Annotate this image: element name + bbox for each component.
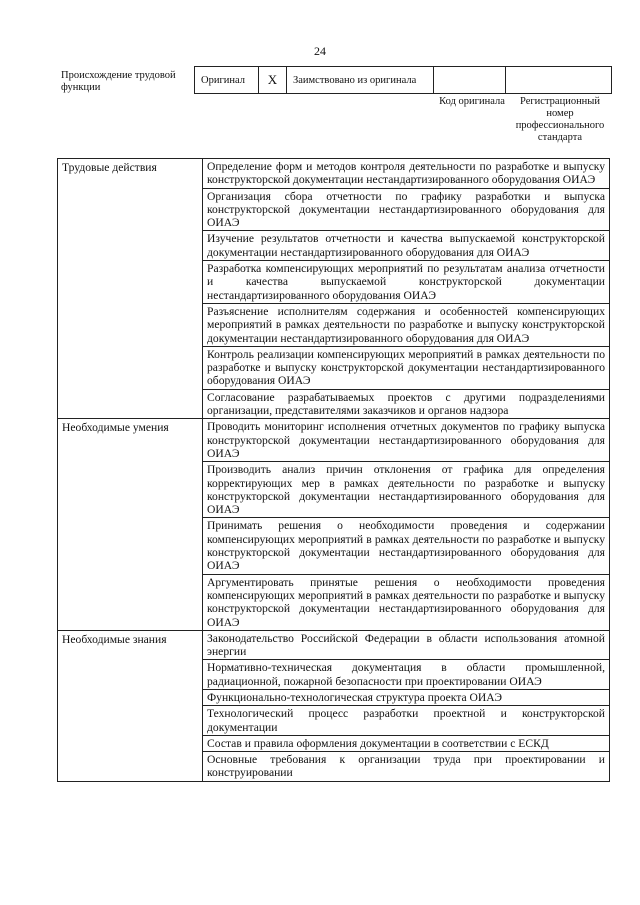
- section-title: Необходимые знания: [58, 630, 203, 781]
- table-cell: Согласование разрабатываемых проектов с другими подразделениями организации, представителями заказчиков и органов надзора: [203, 389, 610, 419]
- table-cell: Контроль реализации компенсирующих мероприятий в рамках деятельности по разработке и выпуску конструкторской документации нестандартизированного оборудования ОИАЭ: [203, 346, 610, 389]
- table-cell: Основные требования к организации труда при проектировании и конструировании: [203, 752, 610, 782]
- table-cell: Нормативно-техническая документация в области промышленной, радиационной, пожарной безопасности при проектировании ОИАЭ: [203, 660, 610, 690]
- origin-borrowed: Заимствовано из оригинала: [287, 67, 434, 93]
- origin-mark: X: [259, 67, 287, 93]
- table-cell: Функционально-технологическая структура проекта ОИАЭ: [203, 689, 610, 705]
- table-cell: Производить анализ причин отклонения от графика для определения корректирующих мер в рамках деятельности по разработке и выпуску конструкторской документации нестандартизированного оборудования для ОИАЭ: [203, 462, 610, 518]
- origin-label: Происхождение трудовой функции: [61, 70, 176, 93]
- table-cell: Определение форм и методов контроля деятельности по разработке и выпуску конструкторской документации нестандартизированного оборудования ОИАЭ: [203, 159, 610, 189]
- table-cell: Проводить мониторинг исполнения отчетных документов по графику выпуска конструкторской документации нестандартизированного оборудования для ОИАЭ: [203, 419, 610, 462]
- table-row: [58, 630, 610, 660]
- origin-code-cell: [434, 67, 506, 93]
- table-cell: Принимать решения о необходимости проведения и содержании компенсирующих мероприятий в рамках деятельности по разработке и выпуску конструкторской документации нестандартизированного оборудования для ОИАЭ: [203, 518, 610, 574]
- table-cell: Аргументировать принятые решения о необходимости проведения компенсирующих мероприятий в рамках деятельности по разработке и выпуску конструкторской документации нестандартизированного оборудования для ОИАЭ: [203, 574, 610, 630]
- section-title: Необходимые умения: [58, 419, 203, 630]
- origin-reg-cell: [506, 67, 611, 93]
- origin-box: [194, 66, 612, 94]
- table-cell: Законодательство Российской Федерации в области использования атомной энергии: [203, 630, 610, 660]
- table-cell: Изучение результатов отчетности и качества выпускаемой конструкторской документации нестандартизированного оборудования для ОИАЭ: [203, 231, 610, 261]
- page-number: 24: [314, 44, 326, 58]
- table-row: [58, 419, 610, 462]
- table-cell: Технологический процесс разработки проектной и конструкторской документации: [203, 706, 610, 736]
- table-cell: Разработка компенсирующих мероприятий по результатам анализа отчетности и качества выпускаемой конструкторской документации нестандартизированного оборудования ОИАЭ: [203, 261, 610, 304]
- section-title: Трудовые действия: [58, 159, 203, 419]
- table-cell: Состав и правила оформления документации в соответствии с ЕСКД: [203, 735, 610, 751]
- functions-table: [57, 158, 610, 782]
- code-caption: Код оригинала: [439, 96, 505, 107]
- table-row: [58, 159, 610, 189]
- origin-original: Оригинал: [195, 67, 259, 93]
- reg-caption: Регистрационный номер профессионального стандарта: [515, 96, 605, 143]
- table-cell: Разъяснение исполнителям содержания и особенностей компенсирующих мероприятий в рамках деятельности по разработке и выпуску конструкторской документации нестандартизированного оборудования для ОИАЭ: [203, 303, 610, 346]
- table-cell: Организация сбора отчетности по графику разработки и выпуска конструкторской документации нестандартизированного оборудования для ОИАЭ: [203, 188, 610, 231]
